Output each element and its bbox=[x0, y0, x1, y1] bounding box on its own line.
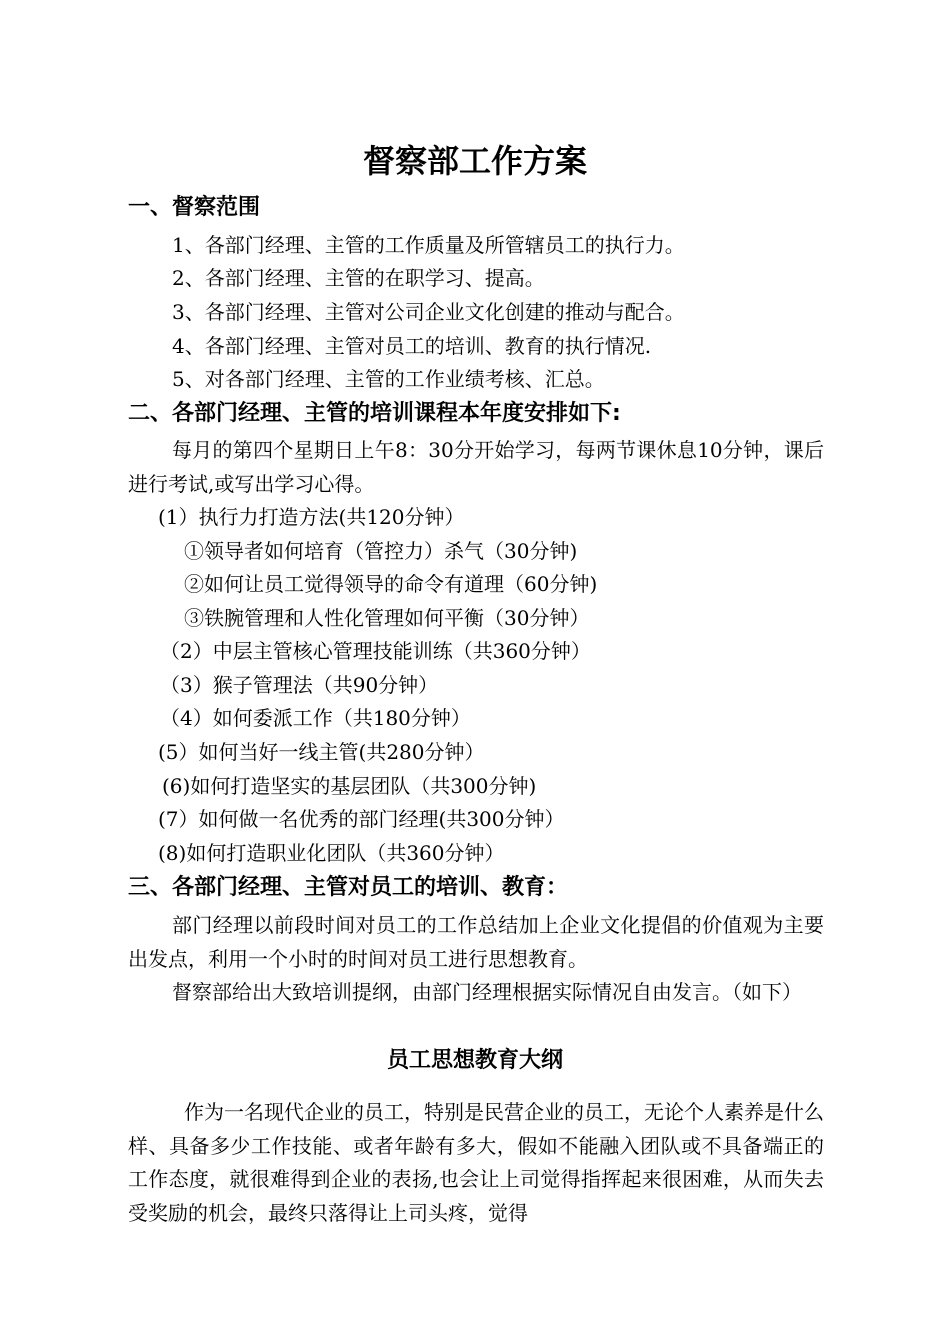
outline-paragraph: 作为一名现代企业的员工，特别是民营企业的员工，无论个人素养是什么样、具备多少工作技能、或者年龄有多大，假如不能融入团队或不具备端正的工作态度，就很难得到企业的表扬,也会让上司觉得指挥起来很困难，从而失去受奖励的机会，最终只落得让上司头疼，觉得 bbox=[128, 1100, 824, 1225]
course-item-5: (5）如何当好一线主管(共280分钟） bbox=[158, 740, 485, 764]
course-item-6: (6)如何打造坚实的基层团队（共300分钟) bbox=[162, 774, 537, 798]
course-item-3: （3）猴子管理法（共90分钟） bbox=[160, 673, 439, 697]
course-subitem-2: ②如何让员工觉得领导的命令有道理（60分钟) bbox=[184, 572, 598, 596]
staff-training-paragraph-2: 督察部给出大致培训提纲，由部门经理根据实际情况自由发言。（如下） bbox=[172, 980, 802, 1004]
course-subitem-3: ③铁腕管理和人性化管理如何平衡（30分钟） bbox=[184, 606, 590, 630]
scope-item-5: 5、对各部门经理、主管的工作业绩考核、汇总。 bbox=[172, 367, 605, 391]
course-item-7: (7）如何做一名优秀的部门经理(共300分钟） bbox=[158, 807, 565, 831]
staff-training-paragraph-1: 部门经理以前段时间对员工的工作总结加上企业文化提倡的价值观为主要出发点，利用一个小时的时间对员工进行思想教育。 bbox=[128, 913, 824, 971]
scope-item-2: 2、各部门经理、主管的在职学习、提高。 bbox=[172, 266, 545, 290]
section-heading-training-schedule: 二、各部门经理、主管的培训课程本年度安排如下: bbox=[128, 401, 621, 426]
section-heading-staff-training: 三、各部门经理、主管对员工的培训、教育： bbox=[128, 875, 569, 900]
course-item-2: （2）中层主管核心管理技能训练（共360分钟） bbox=[160, 639, 591, 663]
scope-item-1: 1、各部门经理、主管的工作质量及所管辖员工的执行力。 bbox=[172, 233, 685, 257]
scope-item-4: 4、各部门经理、主管对员工的培训、教育的执行情况. bbox=[172, 334, 652, 358]
course-subitem-1: ①领导者如何培育（管控力）杀气（30分钟) bbox=[184, 539, 578, 563]
document-title: 督察部工作方案 bbox=[362, 142, 587, 180]
course-item-4: （4）如何委派工作（共180分钟） bbox=[160, 706, 471, 730]
course-item-8: (8)如何打造职业化团队（共360分钟） bbox=[158, 841, 505, 865]
training-intro-paragraph: 每月的第四个星期日上午8：30分开始学习，每两节课休息10分钟，课后进行考试,或写出学习心得。 bbox=[128, 438, 824, 496]
outline-title: 员工思想教育大纲 bbox=[386, 1048, 563, 1073]
section-heading-scope: 一、督察范围 bbox=[128, 195, 261, 220]
course-item-1: (1）执行力打造方法(共120分钟） bbox=[158, 505, 465, 529]
scope-item-3: 3、各部门经理、主管对公司企业文化创建的推动与配合。 bbox=[172, 300, 685, 324]
